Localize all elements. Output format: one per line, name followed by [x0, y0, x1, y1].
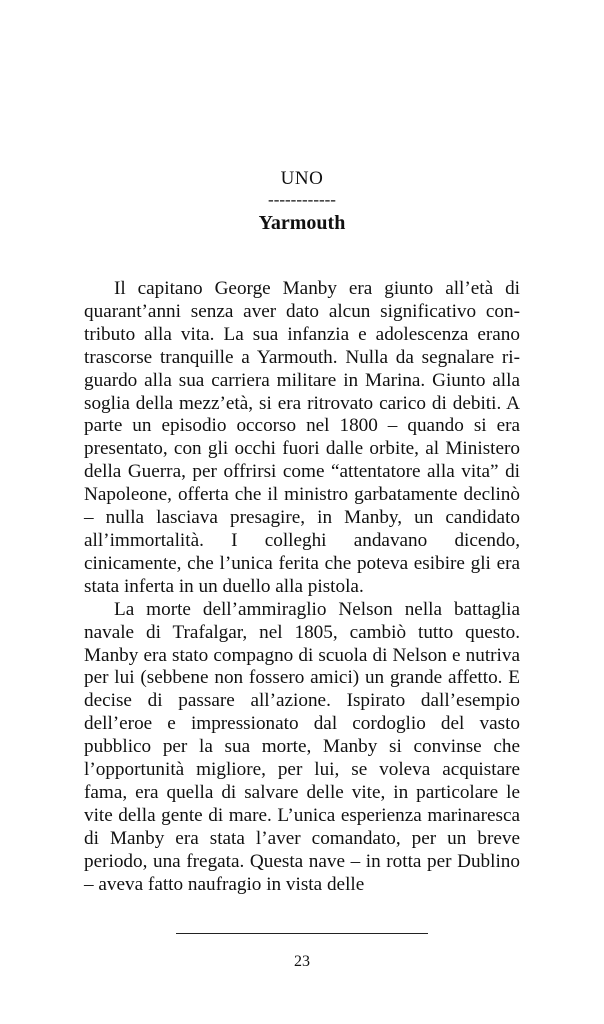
paragraph: La morte dell’ammiraglio Nelson nella battaglia navale di Trafalgar, nel 1805, cambiò tutto questo. Manby era stato compagno di scuola di Nelson e nutriva per lui (sebbene non fossero amici) un grande affetto. E decise di passare all’azione. Ispirato dall’esempio dell’eroe e impressionato dal cordoglio del vasto pubblico per la sua morte, Manby si convinse che l’opportunità migliore, per lui, se voleva acquistare fama, era quella di salvare delle vite, in particolare le vite della gente di mare. L’unica esperienza marinaresca di Manby era stata l’aver comandato, per un breve periodo, una fregata. Questa nave – in rotta per Dublino – aveva fatto naufragio in vista delle: [84, 598, 520, 895]
chapter-separator: ------------: [268, 190, 336, 209]
page-number: 23: [294, 953, 310, 970]
chapter-heading: [0, 168, 604, 236]
paragraph: Il capitano George Manby era giunto all’età di quarant’anni senza aver dato alcun significativo contributo alla vita. La sua infanzia e adolescenza erano trascorse tranquille a Yarmouth. Nulla da segnalare riguardo alla sua carriera militare in Marina. Giunto alla soglia della mezz’età, si era ritrovato carico di debiti. A parte un episodio occorso nel 1800 – quando si era presentato, con gli occhi fuori dalle orbite, al Ministero della Guerra, per offrirsi come “attentatore alla vita” di Napoleone, offerta che il ministro garbatamente declinò – nulla lasciava presagire, in Manby, un candidato all’immortalità. I colleghi andavano dicendo, cinicamente, che l’unica ferita che poteva esibire gli era stata inferta in un duello alla pistola.: [84, 278, 520, 597]
footer-rule: [176, 933, 428, 934]
chapter-number: UNO: [280, 168, 324, 189]
body-text: [84, 278, 520, 896]
chapter-title: Yarmouth: [258, 212, 346, 234]
